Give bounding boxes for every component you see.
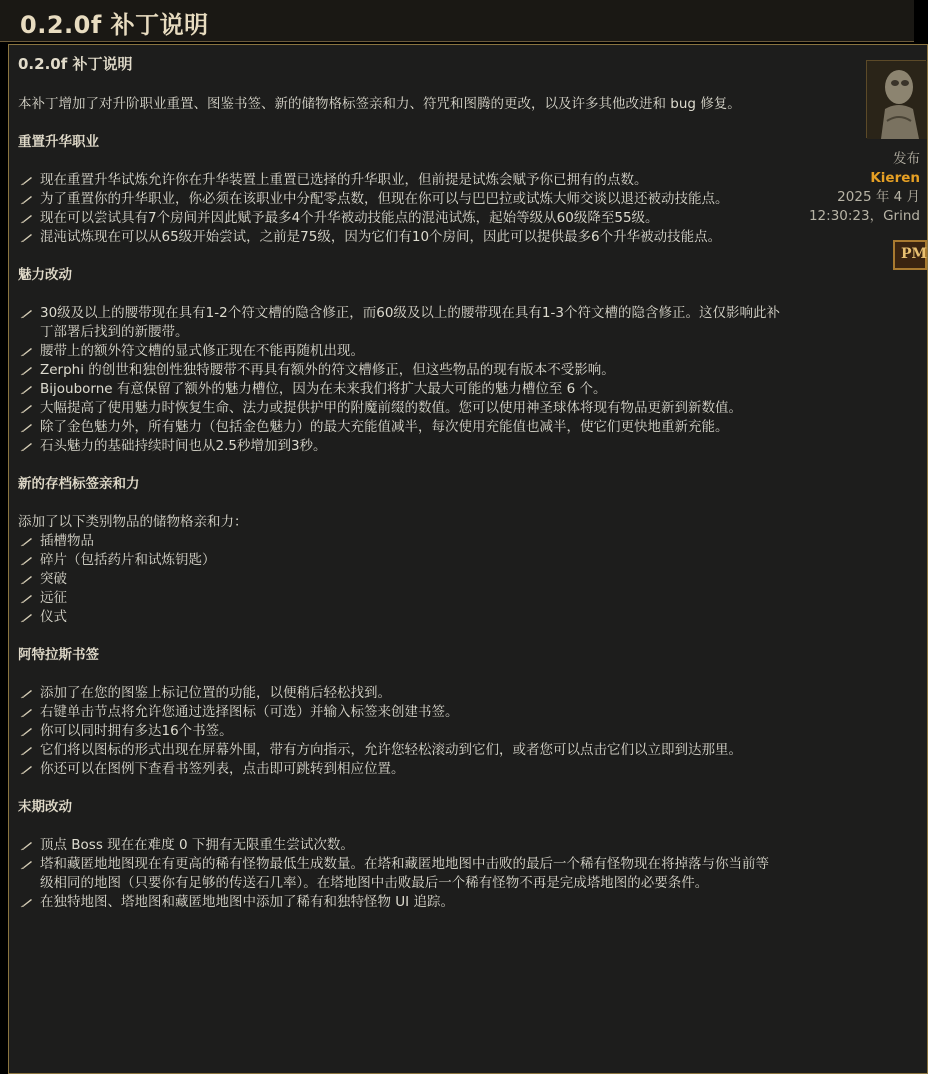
list-item-text: 你还可以在图例下查看书签列表，点击即可跳转到相应位置。 <box>40 761 405 777</box>
list-item <box>18 703 780 722</box>
list-item <box>18 741 780 760</box>
quill-pen-icon <box>20 594 33 604</box>
bullet-list <box>18 532 780 627</box>
list-item <box>18 209 780 228</box>
list-item <box>18 171 780 190</box>
list-item <box>18 190 780 209</box>
post-date: 2025 年 4 月 <box>837 189 920 205</box>
list-item-text: 腰带上的额外符文槽的显式修正现在不能再随机出现。 <box>40 343 364 359</box>
avatar[interactable] <box>866 60 926 138</box>
quill-pen-icon <box>20 708 33 718</box>
quill-pen-icon <box>20 575 33 585</box>
quill-pen-icon <box>20 556 33 566</box>
list-item <box>18 570 780 589</box>
list-item-text: 右键单击节点将允许您通过选择图标（可选）并输入标签来创建书签。 <box>40 704 459 720</box>
list-item <box>18 551 780 570</box>
quill-pen-icon <box>20 195 33 205</box>
list-item-text: 你可以同时拥有多达16个书签。 <box>40 723 233 739</box>
list-item <box>18 855 780 893</box>
list-item <box>18 437 780 456</box>
list-item-text: 在独特地图、塔地图和藏匿地地图中添加了稀有和独特怪物 UI 追踪。 <box>40 894 454 910</box>
quill-pen-icon <box>20 423 33 433</box>
list-item-text: 大幅提高了使用魅力时恢复生命、法力或提供护甲的附魔前缀的数值。您可以使用神圣球体将现有物品更新到新数值。 <box>40 400 742 416</box>
page-title: 0.2.0f 补丁说明 <box>20 11 209 39</box>
quill-pen-icon <box>20 898 33 908</box>
list-item <box>18 228 780 247</box>
stone-statue-avatar-icon <box>867 61 927 139</box>
quill-pen-icon <box>20 309 33 319</box>
author-link[interactable]: Kieren <box>870 170 920 186</box>
list-item-text: 石头魅力的基础持续时间也从2.5秒增加到3秒。 <box>40 438 327 454</box>
quill-pen-icon <box>20 689 33 699</box>
quill-pen-icon <box>20 765 33 775</box>
list-item <box>18 418 780 437</box>
list-item-text: 混沌试炼现在可以从65级开始尝试，之前是75级，因为它们有10个房间，因此可以提供最多6个升华被动技能点。 <box>40 229 722 245</box>
list-item-text: 它们将以图标的形式出现在屏幕外围，带有方向指示，允许您轻松滚动到它们，或者您可以点击它们以立即到达那里。 <box>40 742 742 758</box>
list-item-text: 顶点 Boss 现在在难度 0 下拥有无限重生尝试次数。 <box>40 837 354 853</box>
section-heading: 重置升华职业 <box>18 134 99 150</box>
list-item <box>18 836 780 855</box>
page-header <box>0 0 914 42</box>
quill-pen-icon <box>20 727 33 737</box>
list-item <box>18 722 780 741</box>
private-message-button[interactable]: PM <box>893 240 927 270</box>
list-item-text: 仪式 <box>40 609 67 625</box>
bullet-list <box>18 836 780 912</box>
quill-pen-icon <box>20 841 33 851</box>
quill-pen-icon <box>20 746 33 756</box>
list-item-text: 现在可以尝试具有7个房间并因此赋予最多4个升华被动技能点的混沌试炼，起始等级从60级降至55级。 <box>40 210 659 226</box>
bullet-list <box>18 304 780 456</box>
bullet-list <box>18 684 780 779</box>
list-item <box>18 304 780 342</box>
section-heading: 新的存档标签亲和力 <box>18 476 140 492</box>
list-item <box>18 608 780 627</box>
section-lead: 添加了以下类别物品的储物格亲和力： <box>18 514 248 530</box>
list-item <box>18 380 780 399</box>
list-item-text: 插槽物品 <box>40 533 94 549</box>
post-meta <box>770 150 920 226</box>
quill-pen-icon <box>20 233 33 243</box>
list-item <box>18 399 780 418</box>
list-item-text: 为了重置你的升华职业，你必须在该职业中分配零点数，但现在你可以与巴巴拉或试炼大师交谈以退还被动技能点。 <box>40 191 729 207</box>
quill-pen-icon <box>20 176 33 186</box>
bullet-list <box>18 171 780 247</box>
list-item-text: 塔和藏匿地地图现在有更高的稀有怪物最低生成数量。在塔和藏匿地地图中击败的最后一个稀有怪物现在将掉落与你当前等级相同的地图（只要你有足够的传送石几率）。在塔地图中击败最后一个稀有怪物不再是完成塔地图的必要条件。 <box>40 856 769 891</box>
list-item-text: 30级及以上的腰带现在具有1-2个符文槽的隐含修正，而60级及以上的腰带现在具有1-3个符文槽的隐含修正。这仅影响此补丁部署后找到的新腰带。 <box>40 305 780 340</box>
list-item <box>18 532 780 551</box>
list-item-text: 现在重置升华试炼允许你在升华装置上重置已选择的升华职业，但前提是试炼会赋予你已拥有的点数。 <box>40 172 648 188</box>
list-item <box>18 684 780 703</box>
list-item-text: 碎片（包括药片和试炼钥匙） <box>40 552 216 568</box>
list-item <box>18 893 780 912</box>
post-intro: 本补丁增加了对升阶职业重置、图鉴书签、新的储物格标签亲和力、符咒和图腾的更改，以及许多其他改进和 bug 修复。 <box>18 96 741 112</box>
post-body <box>18 55 780 912</box>
quill-pen-icon <box>20 385 33 395</box>
section-heading: 末期改动 <box>18 799 72 815</box>
list-item <box>18 760 780 779</box>
list-item-text: 突破 <box>40 571 67 587</box>
section-heading: 魅力改动 <box>18 267 72 283</box>
quill-pen-icon <box>20 404 33 414</box>
post-time: 12:30:23，Grind <box>808 208 920 224</box>
quill-pen-icon <box>20 214 33 224</box>
list-item-text: 添加了在您的图鉴上标记位置的功能，以便稍后轻松找到。 <box>40 685 391 701</box>
list-item-text: Zerphi 的创世和独创性独特腰带不再具有额外的符文槽修正，但这些物品的现有版本不受影响。 <box>40 362 615 378</box>
list-item-text: 远征 <box>40 590 67 606</box>
quill-pen-icon <box>20 347 33 357</box>
list-item-text: 除了金色魅力外，所有魅力（包括金色魅力）的最大充能值减半，每次使用充能值也减半，使它们更快地重新充能。 <box>40 419 729 435</box>
quill-pen-icon <box>20 442 33 452</box>
quill-pen-icon <box>20 860 33 870</box>
list-item <box>18 361 780 380</box>
quill-pen-icon <box>20 537 33 547</box>
posted-label: 发布 <box>893 151 920 167</box>
list-item <box>18 342 780 361</box>
post-title: 0.2.0f 补丁说明 <box>18 55 133 73</box>
post-sections <box>18 133 780 912</box>
list-item <box>18 589 780 608</box>
quill-pen-icon <box>20 366 33 376</box>
quill-pen-icon <box>20 613 33 623</box>
section-heading: 阿特拉斯书签 <box>18 647 99 663</box>
list-item-text: Bijouborne 有意保留了额外的魅力槽位，因为在未来我们将扩大最大可能的魅力槽位至 6 个。 <box>40 381 607 397</box>
